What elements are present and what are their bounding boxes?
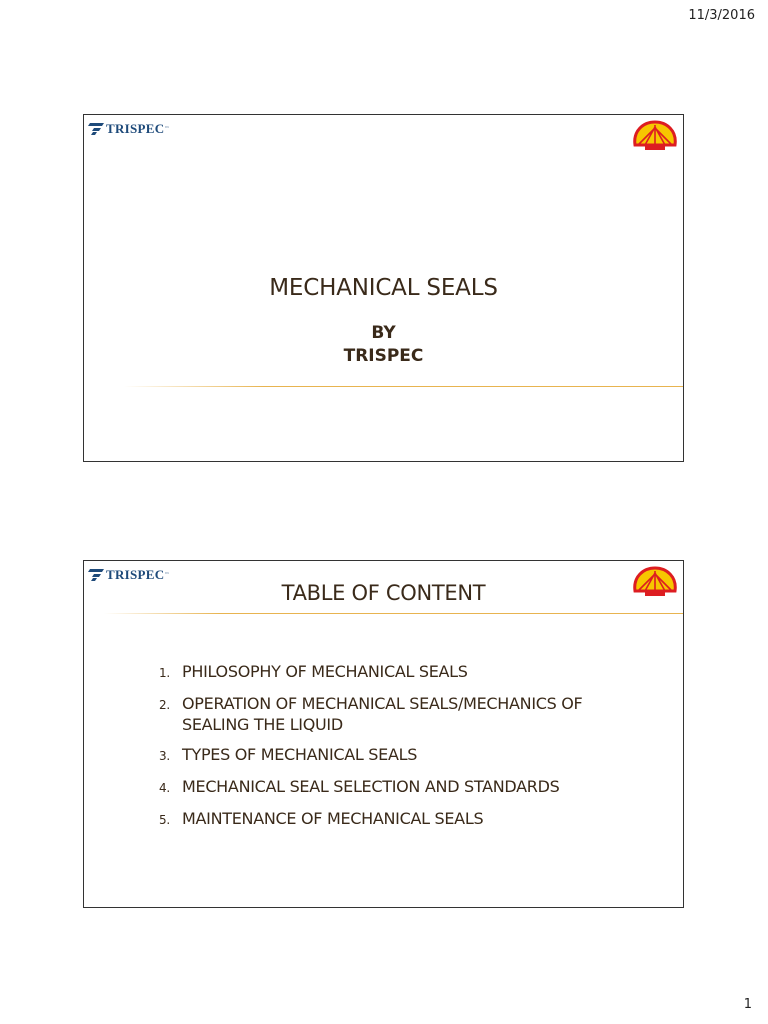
slide-title-text: TABLE OF CONTENT bbox=[281, 581, 486, 605]
list-item-number: 3. bbox=[159, 749, 170, 763]
shell-logo-icon bbox=[631, 119, 679, 153]
slide-table-of-content bbox=[83, 560, 684, 908]
trispec-logo: TRISPEC ™ bbox=[88, 566, 178, 584]
print-date: 11/3/2016 bbox=[688, 8, 755, 23]
list-item-text: MECHANICAL SEAL SELECTION AND STANDARDS bbox=[182, 777, 560, 796]
trispec-logo: TRISPEC ™ bbox=[88, 120, 178, 138]
by-label: BY bbox=[371, 323, 396, 343]
page-number: 1 bbox=[743, 997, 752, 1012]
list-item-text: OPERATION OF MECHANICAL SEALS/MECHANICS OF SEALING THE LIQUID bbox=[182, 694, 583, 734]
list-item bbox=[159, 693, 639, 735]
list-item bbox=[159, 744, 639, 767]
list-item bbox=[159, 808, 639, 831]
slide-title bbox=[83, 114, 684, 462]
list-item bbox=[159, 776, 639, 799]
author-label: TRISPEC bbox=[343, 346, 424, 366]
trispec-logo-text: TRISPEC bbox=[106, 567, 165, 582]
list-item bbox=[159, 661, 639, 684]
toc-list bbox=[159, 661, 639, 840]
list-item-number: 5. bbox=[159, 813, 170, 827]
divider-rule bbox=[124, 386, 683, 387]
trispec-mark-icon bbox=[88, 568, 104, 582]
divider-rule bbox=[104, 613, 683, 614]
list-item-text: MAINTENANCE OF MECHANICAL SEALS bbox=[182, 809, 484, 828]
list-item-text: PHILOSOPHY OF MECHANICAL SEALS bbox=[182, 662, 468, 681]
list-item-number: 4. bbox=[159, 781, 170, 795]
trispec-mark-icon bbox=[88, 122, 104, 136]
list-item-text: TYPES OF MECHANICAL SEALS bbox=[182, 745, 418, 764]
list-item-number: 1. bbox=[159, 666, 170, 680]
slide-title-text: MECHANICAL SEALS bbox=[269, 275, 498, 301]
list-item-number: 2. bbox=[159, 698, 170, 712]
trispec-logo-text: TRISPEC bbox=[106, 121, 165, 136]
